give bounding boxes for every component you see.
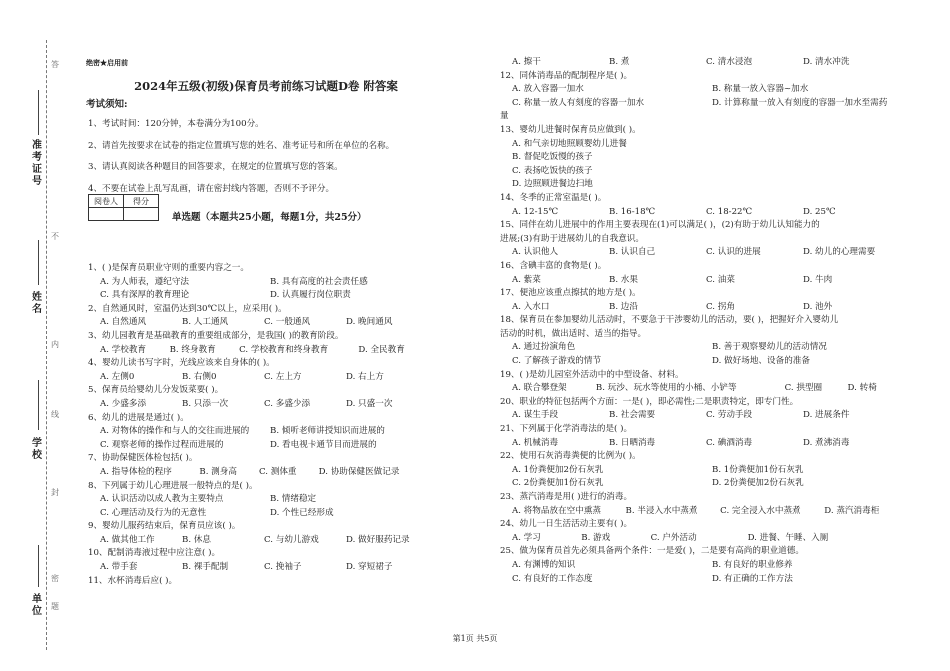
answer-option[interactable]: A. 放入容器一加水 <box>512 84 584 95</box>
answer-option[interactable]: C. 拱型圈 <box>784 383 823 394</box>
option-row <box>88 316 448 330</box>
question-stem-cont: 量 <box>500 111 509 122</box>
answer-option[interactable]: D. 转椅 <box>847 383 877 394</box>
answer-option[interactable]: D. 做好场地、设备的准备 <box>712 356 810 367</box>
answer-option[interactable]: A. 12-15℃ <box>512 206 559 217</box>
option-row <box>88 534 448 548</box>
question-stem: 3、幼儿园教育是基础教育的重要组成部分，是我国( )的教育阶段。 <box>88 330 344 341</box>
option-row <box>88 344 448 358</box>
question-stem: 17、便池应该重点擦拭的地方是( )。 <box>500 288 641 299</box>
answer-option[interactable]: A. 擦干 <box>512 57 541 67</box>
option-row <box>500 559 920 573</box>
answer-option[interactable]: D. 有正确的工作方法 <box>712 573 793 584</box>
score-label-score: 得分 <box>124 195 159 208</box>
answer-option[interactable]: A. 带手套 <box>100 562 138 573</box>
notice-item: 2、请首先按要求在试卷的指定位置填写您的姓名、准考证号和所在单位的名称。 <box>88 140 395 151</box>
question-stem: 25、做为保育员首先必须具备两个条件：一是爱( )，二是要有高尚的职业道德。 <box>500 546 804 557</box>
question-list-right <box>500 56 920 586</box>
school-blank <box>38 380 39 430</box>
answer-option[interactable]: B. 有良好的职业修养 <box>712 559 793 570</box>
seal-char: 题 <box>51 602 59 611</box>
question-stem: 24、幼儿一日生活活动主要有( )。 <box>500 519 633 530</box>
option-row <box>88 439 448 453</box>
answer-option[interactable]: A. 学校教育 <box>100 344 147 355</box>
answer-option[interactable]: D. 晚间通风 <box>346 317 393 328</box>
answer-option[interactable]: D. 煮沸消毒 <box>803 437 850 448</box>
option-row <box>500 246 920 260</box>
header-block <box>86 56 446 200</box>
question-stem: 15、同伴在幼儿进展中的作用主要表现在(1)可以满足( )，(2)有助于幼儿认知能力的 <box>500 220 820 231</box>
answer-option[interactable]: D. 只盛一次 <box>346 398 393 409</box>
option-row <box>500 206 920 220</box>
answer-option[interactable]: D. 2份粪便加2份石灰乳 <box>712 478 804 489</box>
answer-option[interactable]: A. 自然通风 <box>100 317 147 328</box>
answer-option[interactable]: B. 游戏 <box>581 532 611 543</box>
answer-option[interactable]: C. 称量一放人有刻度的容器一加水 <box>512 97 645 108</box>
question-stem: 22、使用石灰消毒粪便的比例为( )。 <box>500 451 641 462</box>
question-stem: 14、冬季的正常室温是( )。 <box>500 192 607 203</box>
option-row <box>88 398 448 412</box>
option-row <box>500 437 920 451</box>
answer-option[interactable]: C. 学校教育和终身教育 <box>239 344 329 355</box>
answer-option[interactable]: A. 对物体的操作和与人的交往而进展的 <box>100 426 250 437</box>
seal-char: 密 <box>51 574 59 583</box>
score-cell-score[interactable] <box>124 208 159 221</box>
answer-option[interactable]: B. 倾听老师讲授知识而进展的 <box>270 426 385 437</box>
answer-option[interactable]: B. 测身高 <box>199 466 237 477</box>
answer-option[interactable]: B. 玩沙、玩水等使用的小桶、小铲等 <box>595 383 737 394</box>
unit-blank <box>38 545 39 587</box>
answer-option[interactable]: B. 右侧0 <box>182 371 217 382</box>
exam-id-blank <box>38 90 39 135</box>
option-row <box>500 274 920 288</box>
answer-option[interactable]: B. 16-18℃ <box>609 206 656 217</box>
question-stem: 20、职业的特征包括两个方面：一是( )，即必需性;二是职责特定，即专门性。 <box>500 396 799 407</box>
answer-option[interactable]: C. 观察老师的操作过程而进展的 <box>100 439 224 450</box>
notice-heading: 考试须知: <box>86 99 128 110</box>
answer-option[interactable]: C. 测体重 <box>259 466 297 477</box>
option-row <box>500 573 920 587</box>
answer-option[interactable]: A. 1份粪便加2份石灰乳 <box>512 464 604 475</box>
question-stem: 18、保育员在参加婴幼儿活动时，不要急于干涉婴幼儿的活动，要( )，把握好介入婴幼儿 <box>500 315 839 326</box>
option-row <box>500 301 920 315</box>
answer-option[interactable]: A. 入水口 <box>512 301 550 312</box>
option-row <box>88 466 448 480</box>
answer-option[interactable]: A. 认识他人 <box>512 247 559 258</box>
question-stem: 2、自然通风时，室温仍达到30℃以上，应采用( )。 <box>88 303 287 314</box>
score-box <box>88 194 159 221</box>
answer-option[interactable]: C. 2份粪便加1份石灰乳 <box>512 478 604 489</box>
seal-char: 封 <box>51 488 59 497</box>
answer-option[interactable]: B. 认识自己 <box>609 247 656 258</box>
answer-option[interactable]: A. 通过扮演角色 <box>512 342 576 353</box>
answer-option[interactable]: D. 个性已经形成 <box>270 507 334 518</box>
answer-option[interactable]: B. 具有高度的社会责任感 <box>270 276 368 287</box>
answer-option[interactable]: A. 将物品放在空中熏蒸 <box>512 505 602 516</box>
answer-option[interactable]: A. 有渊博的知识 <box>512 559 576 570</box>
answer-option[interactable]: B. 人工通风 <box>182 317 229 328</box>
answer-option[interactable]: C. 有良好的工作态度 <box>512 573 593 584</box>
answer-option[interactable]: C. 18-22℃ <box>706 206 753 217</box>
answer-option[interactable]: C. 劳动手段 <box>706 410 753 421</box>
answer-option[interactable]: B. 煮 <box>609 57 630 67</box>
page-title: 2024年五级(初级)保育员考前练习试题D卷 附答案 <box>134 79 398 93</box>
option-row <box>88 561 448 575</box>
answer-option[interactable]: D. 边照顾进餐边扫地 <box>512 179 593 190</box>
option-row <box>88 371 448 385</box>
option-row <box>500 97 920 111</box>
margin-label-school: 学校 <box>32 438 42 461</box>
answer-option[interactable]: B. 社会需要 <box>609 410 656 421</box>
answer-option[interactable]: A. 紫菜 <box>512 274 541 285</box>
answer-option[interactable]: D. 进展条件 <box>803 410 850 421</box>
secret-mark: 绝密★启用前 <box>86 58 128 67</box>
answer-option[interactable]: C. 碘酒消毒 <box>706 437 753 448</box>
margin-label-name: 姓名 <box>32 292 42 315</box>
answer-option[interactable]: C. 油菜 <box>706 274 735 285</box>
answer-option[interactable]: C. 完全浸入水中蒸煮 <box>720 505 801 516</box>
seal-char: 线 <box>51 410 59 419</box>
seal-char: 不 <box>51 232 59 241</box>
option-row <box>500 532 920 546</box>
answer-option[interactable]: C. 拐角 <box>706 301 735 312</box>
score-label-grader: 阅卷人 <box>89 195 124 208</box>
notice-item: 4、不要在试卷上乱写乱画，请在密封线内答题，否则不予评分。 <box>88 183 335 194</box>
option-row <box>500 355 920 369</box>
answer-option[interactable]: D. 做好服药记录 <box>346 534 410 545</box>
notice-item: 1、考试时间：120分钟，本卷满分为100分。 <box>88 119 264 129</box>
binding-margin <box>0 0 72 671</box>
option-row <box>88 507 448 521</box>
answer-option[interactable]: D. 看电视卡通节目而进展的 <box>270 439 377 450</box>
answer-option[interactable]: C. 挽袖子 <box>264 562 302 573</box>
answer-option[interactable]: B. 裸手配制 <box>182 562 229 573</box>
question-stem: 7、协助保健医体检包括( )。 <box>88 453 198 464</box>
answer-option[interactable]: B. 终身教育 <box>169 344 216 355</box>
answer-option[interactable]: A. 谋生手段 <box>512 410 559 421</box>
answer-option[interactable]: B. 1份粪便加1份石灰乳 <box>712 464 804 475</box>
notice-item: 3、请认真阅读各种题目的回答要求，在规定的位置填写您的答案。 <box>88 162 343 172</box>
answer-option[interactable]: D. 穿短裙子 <box>346 562 393 573</box>
question-stem: 10、配制消毒液过程中应注意( )。 <box>88 548 221 559</box>
answer-option[interactable]: C. 一般通风 <box>264 317 311 328</box>
answer-option[interactable]: B. 督促吃饭慢的孩子 <box>512 152 593 163</box>
option-row <box>88 289 448 303</box>
section-heading: 单选题（本题共25小题，每题1分，共25分） <box>172 212 367 223</box>
answer-option[interactable]: A. 机械消毒 <box>512 437 559 448</box>
answer-option[interactable]: A. 认识活动以成人教为主要特点 <box>100 494 224 505</box>
option-row <box>500 409 920 423</box>
seal-char: 答 <box>51 60 59 69</box>
answer-option[interactable]: B. 善于观察婴幼儿的活动情况 <box>712 342 827 353</box>
question-stem: 8、下列属于幼儿心理进展一般特点的是( )。 <box>88 480 258 491</box>
seal-line <box>46 40 47 650</box>
answer-option[interactable]: D. 认真履行岗位职责 <box>270 290 351 301</box>
question-stem: 9、婴幼儿服药结束后，保育员应该( )。 <box>88 521 241 532</box>
answer-option[interactable]: D. 池外 <box>803 301 833 312</box>
option-row <box>500 505 920 519</box>
answer-option[interactable]: C. 心理活动及行为的无意性 <box>100 507 207 518</box>
answer-option[interactable]: C. 了解孩子游戏的情节 <box>512 356 602 367</box>
answer-option[interactable]: B. 称量一放入容器~加水 <box>712 84 809 95</box>
answer-option[interactable]: B. 水果 <box>609 274 638 285</box>
option-row <box>500 382 920 396</box>
answer-option[interactable]: A. 联合攀登架 <box>512 383 567 394</box>
answer-option[interactable]: B. 只添一次 <box>182 398 229 409</box>
answer-option[interactable]: A. 指导体检的程序 <box>100 466 172 477</box>
question-stem: 12、同体消毒品的配制程序是( )。 <box>500 70 633 81</box>
question-stem: 13、婴幼儿进餐时保育员应做到( )。 <box>500 124 641 135</box>
margin-label-unit: 单位 <box>32 594 42 617</box>
answer-option[interactable]: C. 户外活动 <box>650 532 697 543</box>
answer-option[interactable]: C. 清水浸泡 <box>706 57 753 67</box>
option-row <box>500 477 920 491</box>
score-cell-grader[interactable] <box>89 208 124 221</box>
answer-option[interactable]: C. 左上方 <box>264 371 302 382</box>
answer-option[interactable]: A. 左侧0 <box>100 371 135 382</box>
answer-option[interactable]: B. 休息 <box>182 534 211 545</box>
seal-char: 内 <box>51 340 59 349</box>
question-list-left <box>88 262 448 588</box>
answer-option[interactable]: A. 学习 <box>512 532 541 543</box>
answer-option[interactable]: C. 具有深厚的教育理论 <box>100 290 190 301</box>
answer-option[interactable]: D. 清水冲洗 <box>803 57 850 67</box>
answer-option[interactable]: D. 右上方 <box>346 371 384 382</box>
option-row <box>500 341 920 355</box>
answer-option[interactable]: D. 协助保健医做记录 <box>318 466 400 477</box>
question-stem: 1、( )是保育员职业守则的重要内容之一。 <box>88 263 249 273</box>
question-stem: 11、水杯消毒后应( )。 <box>88 575 178 586</box>
question-stem: 4、婴幼儿读书写字时，光线应该来自身体的( )。 <box>88 358 275 369</box>
option-row <box>88 425 448 439</box>
answer-option[interactable]: D. 蒸汽消毒柜 <box>824 505 880 516</box>
name-blank <box>38 240 39 285</box>
option-row <box>500 56 920 70</box>
answer-option[interactable]: D. 全民教育 <box>358 344 405 355</box>
answer-option[interactable]: A. 少盛多添 <box>100 398 147 409</box>
answer-option[interactable]: C. 与幼儿游戏 <box>264 534 319 545</box>
margin-label-exam-id: 准考证号 <box>32 140 42 187</box>
answer-option[interactable]: A. 和气亲切地照顾婴幼儿进餐 <box>512 138 627 149</box>
question-stem: 16、含碘丰富的食物是( )。 <box>500 260 607 271</box>
answer-option[interactable]: C. 表扬吃饭快的孩子 <box>512 165 593 176</box>
answer-option[interactable]: B. 边沿 <box>609 301 638 312</box>
option-row <box>88 276 448 290</box>
question-stem: 6、幼儿的进展是通过( )。 <box>88 412 189 423</box>
answer-option[interactable]: C. 认识的进展 <box>706 247 761 258</box>
page-footer: 第1页 共5页 <box>452 634 498 643</box>
question-stem: 21、下列属于化学消毒法的是( )。 <box>500 424 633 435</box>
answer-option[interactable]: A. 做其他工作 <box>100 534 155 545</box>
option-row <box>500 464 920 478</box>
question-stem: 5、保育员给婴幼儿分发饭菜要( )。 <box>88 385 224 396</box>
question-stem-cont: 活动的时机，做出适时、适当的指导。 <box>500 328 647 339</box>
option-row <box>500 83 920 97</box>
question-stem: 19、( )是幼儿园室外活动中的中型设备、材料。 <box>500 369 684 380</box>
option-row <box>88 493 448 507</box>
question-stem-cont: 进展;(3)有助于进展幼儿的自我意识。 <box>500 233 644 244</box>
answer-option[interactable]: B. 半浸入水中蒸煮 <box>625 505 698 516</box>
answer-option[interactable]: D. 幼儿的心理需要 <box>803 247 876 258</box>
answer-option[interactable]: B. 情绪稳定 <box>270 494 317 505</box>
answer-option[interactable]: A. 为人师表，遵纪守法 <box>100 276 190 287</box>
answer-option[interactable]: D. 计算称量一放入有刻度的容器一加水至需药 <box>712 97 888 108</box>
question-stem: 23、蒸汽消毒是用( )进行的消毒。 <box>500 492 633 502</box>
answer-option[interactable]: D. 进餐、午睡、入厕 <box>747 532 829 543</box>
answer-option[interactable]: D. 牛肉 <box>803 274 833 285</box>
answer-option[interactable]: D. 25℃ <box>803 206 836 217</box>
answer-option[interactable]: B. 日晒消毒 <box>609 437 656 448</box>
answer-option[interactable]: C. 多盛少添 <box>264 398 311 409</box>
